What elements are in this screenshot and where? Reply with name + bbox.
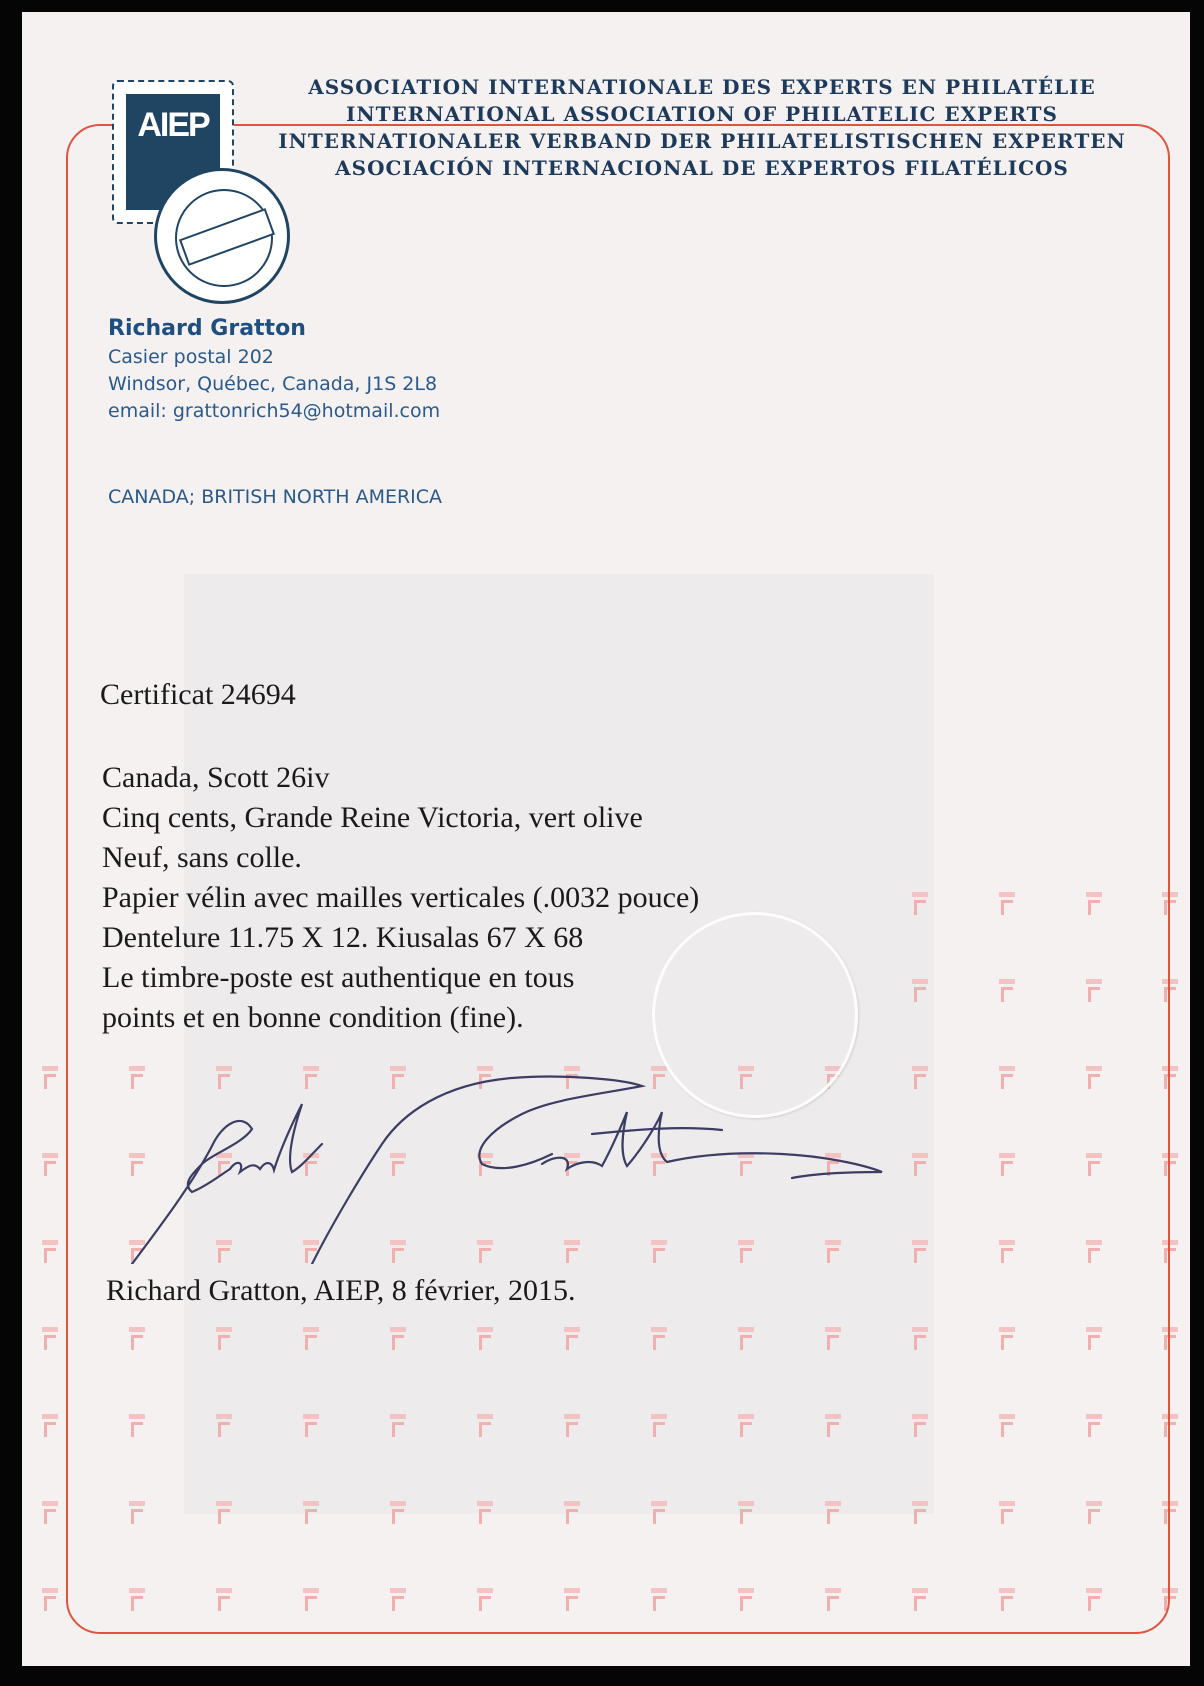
watermark-mark [42, 1414, 58, 1436]
certificate-sheet [22, 12, 1190, 1666]
sender-address-2: Windsor, Québec, Canada, J1S 2L8 [108, 373, 438, 395]
seal-icon [154, 168, 290, 304]
watermark-mark [42, 1240, 58, 1262]
certificate-line: points et en bonne condition (fine). [102, 1001, 524, 1034]
watermark-mark [42, 1501, 58, 1523]
association-name-fr: ASSOCIATION INTERNATIONALE DES EXPERTS EN PHILATÉLIE [308, 75, 1096, 99]
watermark-mark [42, 1153, 58, 1175]
handwritten-signature [122, 1074, 902, 1264]
sender-email: email: grattonrich54@hotmail.com [108, 400, 441, 422]
region-label: CANADA; BRITISH NORTH AMERICA [108, 486, 443, 508]
association-name-en: INTERNATIONAL ASSOCIATION OF PHILATELIC EXPERTS [346, 102, 1058, 126]
certificate-number: Certificat 24694 [100, 678, 296, 711]
certificate-line: Canada, Scott 26iv [102, 761, 330, 794]
signature-line: Richard Gratton, AIEP, 8 février, 2015. [106, 1274, 576, 1307]
association-header [262, 74, 1142, 182]
watermark-mark [42, 1327, 58, 1349]
association-name-de: INTERNATIONALER VERBAND DER PHILATELISTISCHEN EXPERTEN [278, 129, 1126, 153]
watermark-mark [42, 1588, 58, 1610]
certificate-line: Dentelure 11.75 X 12. Kiusalas 67 X 68 [102, 921, 584, 954]
certificate-line: Papier vélin avec mailles verticales (.0032 pouce) [102, 881, 700, 914]
certificate-line: Cinq cents, Grande Reine Victoria, vert olive [102, 801, 643, 834]
logo-stamp-text: AIEP [137, 106, 209, 144]
watermark-mark [42, 1066, 58, 1088]
certificate-line: Le timbre-poste est authentique en tous [102, 961, 575, 994]
certificate-body [102, 758, 699, 1038]
sender-address-1: Casier postal 202 [108, 346, 274, 368]
sender-block [108, 314, 440, 425]
sender-name: Richard Gratton [108, 316, 306, 341]
association-name-es: ASOCIACIÓN INTERNACIONAL DE EXPERTOS FILATÉLICOS [335, 156, 1069, 180]
certificate-line: Neuf, sans colle. [102, 841, 302, 874]
